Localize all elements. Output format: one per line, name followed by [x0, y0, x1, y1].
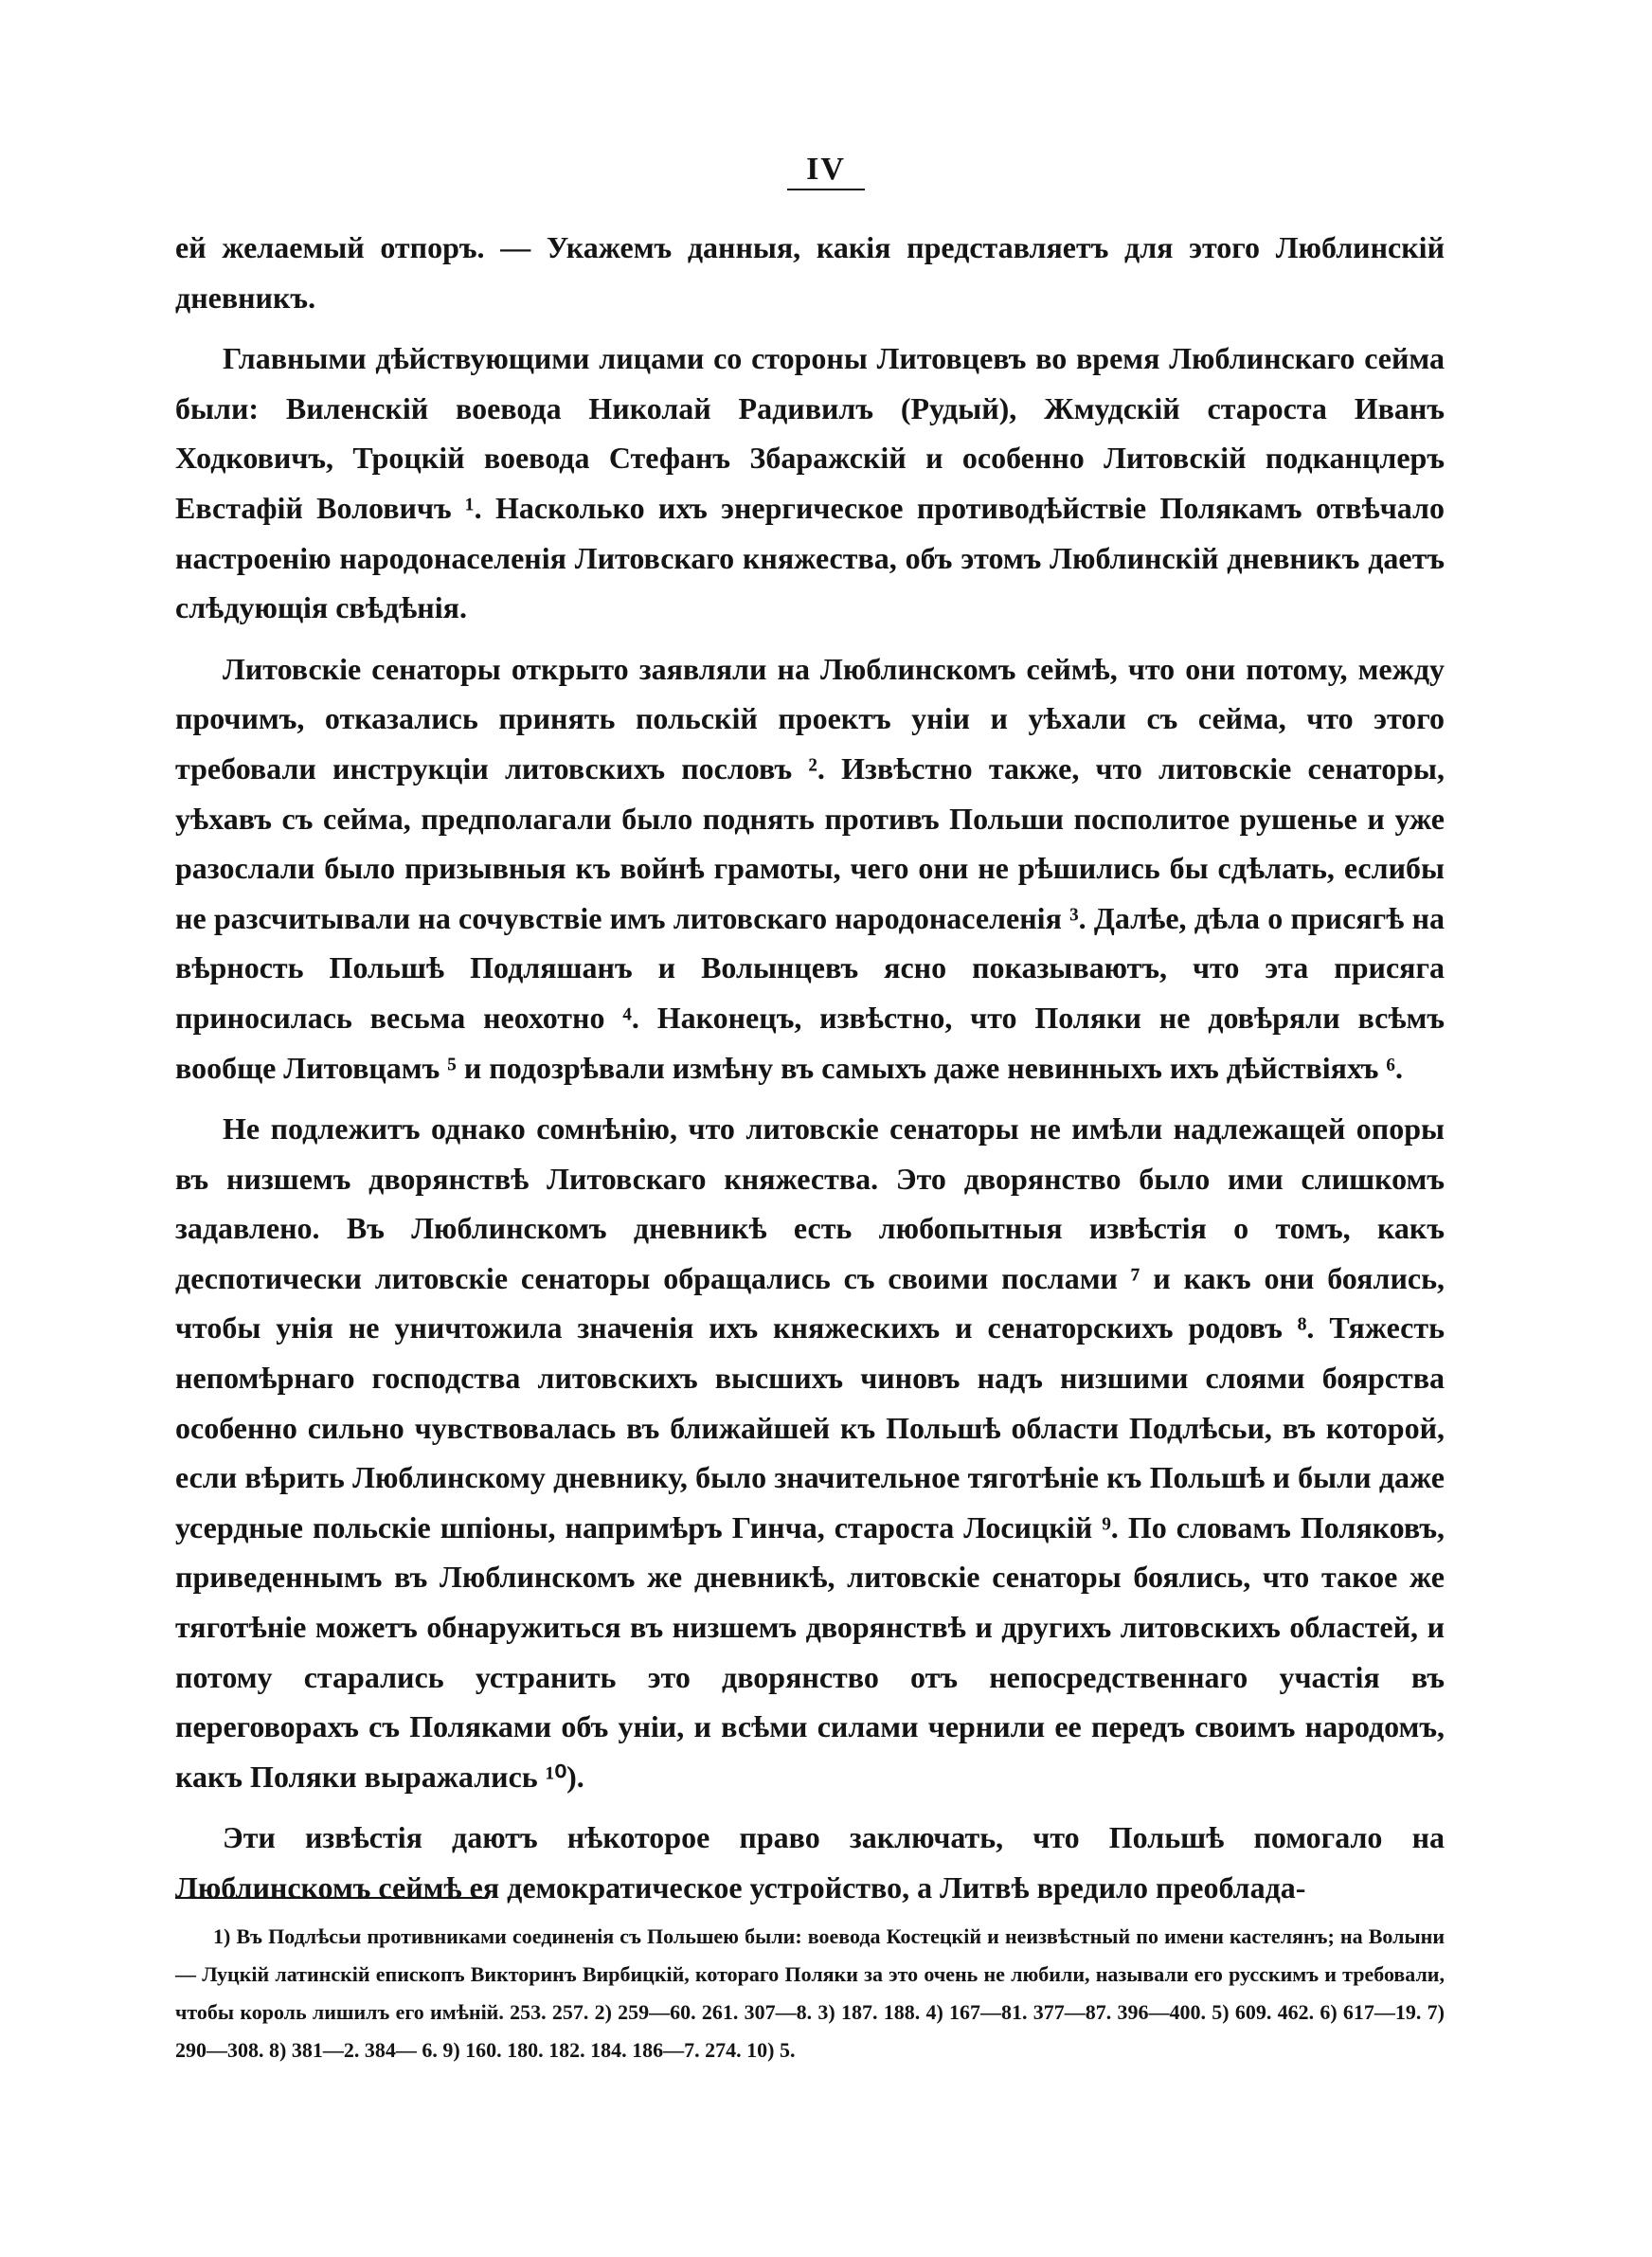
- footnotes: [175, 1918, 1445, 2069]
- footnote-text: 1) Въ Подлѣсьи противниками соединенія съ Польшею были: воевода Костецкій и неизвѣстный по имени кастелянъ; на Волыни — Луцкій латинскій епископъ Викторинъ Вирбицкій, котораго Поляки за это очень не любили, называли его русскимъ и требовали, чтобы король лишилъ его имѣній. 253. 257. 2) 259—60. 261. 307—8. 3) 187. 188. 4) 167—81. 377—87. 396—400. 5) 609. 462. 6) 617—19. 7) 290—308. 8) 381—2. 384— 6. 9) 160. 180. 182. 184. 186—7. 274. 10) 5.: [175, 1924, 1445, 2062]
- paragraph-lower-nobility: Не подлежитъ однако сомнѣнію, что литовскіе сенаторы не имѣли надлежащей опоры въ низшемъ дворянствѣ Литовскаго княжества. Это дворянство было ими слишкомъ задавлено. Въ Люблинскомъ дневникѣ есть любопытныя извѣстія о томъ, какъ деспотически литовскіе сенаторы обращались съ своими послами ⁷ и какъ они боялись, чтобы унія не уничтожила значенія ихъ княжескихъ и сенаторскихъ родовъ ⁸. Тяжесть непомѣрнаго господства литовскихъ высшихъ чиновъ надъ низшими слоями боярства особенно сильно чувствовалась въ ближайшей къ Польшѣ области Подлѣсьи, въ которой, если вѣрить Люблинскому дневнику, было значительное тяготѣніе къ Польшѣ и были даже усердные польскіе шпіоны, напримѣръ Гинча, староста Лосицкій ⁹. По словамъ Поляковъ, приведеннымъ въ Люблинскомъ же дневникѣ, литовскіе сенаторы боялись, что такое же тяготѣніе можетъ обнаружиться въ низшемъ дворянствѣ и другихъ литовскихъ областей, и потому старались устранить это дворянство отъ непосредственнаго участія въ переговорахъ съ Поляками объ уніи, и всѣми силами чернили ее передъ своимъ народомъ, какъ Поляки выражались ¹⁰).: [175, 1111, 1445, 1794]
- footnote-divider: [175, 1897, 488, 1899]
- paragraph-continuation: ей желаемый отпоръ. — Укажемъ данныя, какія представляетъ для этого Люблинскій дневникъ.: [175, 230, 1445, 315]
- paragraph-lithuanian-senators: Литовскіе сенаторы открыто заявляли на Люблинскомъ сеймѣ, что они потому, между прочимъ, отказались принять польскій проектъ уніи и уѣхали съ сейма, что этого требовали инструкціи литовскихъ пословъ ². Извѣстно также, что литовскіе сенаторы, уѣхавъ съ сейма, предполагали было поднять противъ Польши посполитое рушенье и уже разослали было призывныя къ войнѣ грамоты, чего они не рѣшились бы сдѣлать, еслибы не разсчитывали на сочувствіе имъ литовскаго народонаселенія ³. Далѣе, дѣла о присягѣ на вѣрность Польшѣ Подляшанъ и Волынцевъ ясно показываютъ, что эта присяга приносилась весьма неохотно ⁴. Наконецъ, извѣстно, что Поляки не довѣряли всѣмъ вообще Литовцамъ ⁵ и подозрѣвали измѣну въ самыхъ даже невинныхъ ихъ дѣйствіяхъ ⁶.: [175, 651, 1445, 1085]
- paragraph-conclusion: Эти извѣстія даютъ нѣкоторое право заключать, что Польшѣ помогало на Люблинскомъ сеймѣ ея демократическое устройство, а Литвѣ вредило преоблада-: [175, 1820, 1445, 1905]
- paragraph-main-figures: Главными дѣйствующими лицами со стороны Литовцевъ во время Люблинскаго сейма были: Виленскій воевода Николай Радивилъ (Рудый), Жмудскій староста Иванъ Ходковичъ, Троцкій воевода Стефанъ Збаражскій и особенно Литовскій подканцлеръ Евстафій Воловичъ ¹. Насколько ихъ энергическое противодѣйствіе Полякамъ отвѣчало настроенію народонаселенія Литовскаго княжества, объ этомъ Люблинскій дневникъ даетъ слѣдующія свѣдѣнія.: [175, 341, 1445, 625]
- main-text: [175, 223, 1445, 1924]
- page-number: [0, 152, 1652, 188]
- page-number-label: IV: [787, 152, 865, 190]
